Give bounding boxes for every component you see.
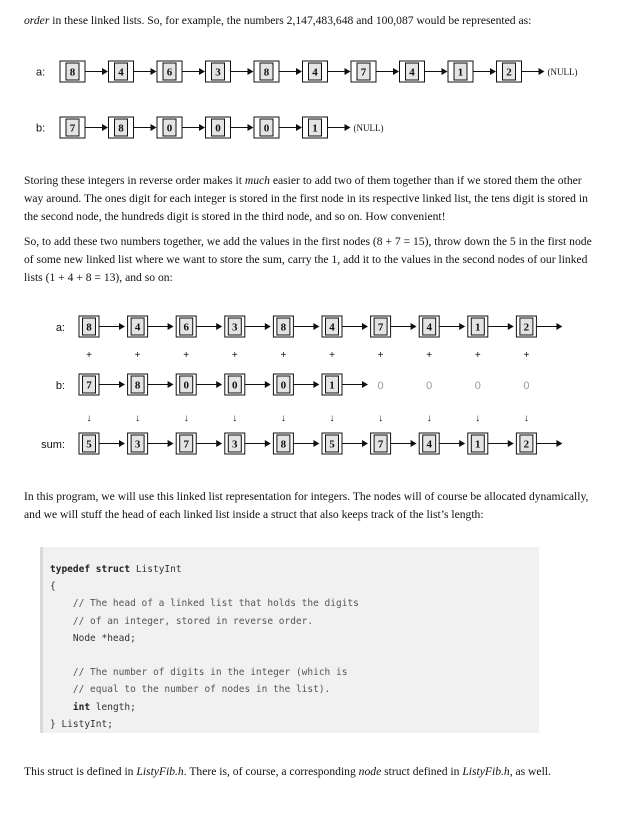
next-pointer-arrow-head bbox=[459, 323, 465, 330]
addition-paragraph: So, to add these two numbers together, we add the values in the first nodes (8 + 7 = 15), throw down the 5 in the first node of some new linked list where we want to store the sum, carry the 1, add it to the values in the second nodes of our linked lists (1 + 4 + 8 = 13), and so on: bbox=[24, 235, 592, 284]
file-name: ListyFib.h bbox=[136, 765, 184, 778]
node-digit: 0 bbox=[166, 122, 173, 135]
next-pointer-arrow-head bbox=[119, 440, 125, 447]
next-pointer-arrow-head bbox=[508, 440, 514, 447]
next-pointer-arrow-head bbox=[313, 440, 319, 447]
next-pointer-arrow-head bbox=[313, 381, 319, 388]
node-digit: 1 bbox=[457, 66, 464, 79]
node-digit: 1 bbox=[475, 438, 481, 451]
node-digit: 2 bbox=[506, 66, 512, 79]
down-arrow: ↓ bbox=[135, 413, 141, 424]
down-arrow: ↓ bbox=[475, 413, 481, 424]
node-digit: 2 bbox=[523, 438, 530, 451]
next-pointer-arrow-head bbox=[216, 381, 222, 388]
code-comment: // The head of a linked list that holds the digits bbox=[72, 598, 359, 610]
down-arrow: ↓ bbox=[86, 413, 92, 424]
node-digit: 5 bbox=[86, 438, 92, 451]
node-digit: 4 bbox=[426, 321, 432, 334]
next-pointer-arrow-head bbox=[459, 440, 465, 447]
node-digit: 8 bbox=[280, 438, 287, 451]
node-digit: 4 bbox=[312, 66, 318, 79]
node-digit: 4 bbox=[329, 321, 335, 334]
node-digit: 0 bbox=[232, 379, 238, 392]
next-pointer-arrow-head bbox=[411, 323, 417, 330]
node-digit: 4 bbox=[118, 66, 124, 79]
emphasis-much: much bbox=[244, 174, 270, 187]
plus-sign: + bbox=[474, 350, 481, 361]
code-keyword: int bbox=[72, 701, 91, 713]
list-label: a: bbox=[36, 66, 46, 79]
padding-zero: 0 bbox=[474, 380, 481, 392]
file-name: ListyFib.h bbox=[462, 765, 510, 778]
padding-zero: 0 bbox=[377, 380, 384, 392]
next-pointer-arrow-head bbox=[216, 323, 222, 330]
node-digit: 3 bbox=[134, 438, 141, 451]
next-pointer-arrow-head bbox=[168, 323, 174, 330]
down-arrow: ↓ bbox=[232, 413, 238, 424]
null-terminator: (NULL) bbox=[547, 67, 578, 77]
code-line: length; bbox=[90, 701, 136, 713]
node-digit: 8 bbox=[280, 321, 287, 334]
next-pointer-arrow-head bbox=[119, 323, 125, 330]
down-arrow: ↓ bbox=[523, 413, 529, 424]
plus-sign: + bbox=[377, 350, 384, 361]
plus-sign: + bbox=[329, 350, 335, 361]
node-digit: 1 bbox=[475, 321, 481, 334]
node-digit: 7 bbox=[377, 321, 384, 334]
node-digit: 8 bbox=[263, 66, 270, 79]
next-pointer-arrow-head bbox=[362, 440, 368, 447]
node-digit: 6 bbox=[183, 321, 189, 334]
code-keyword: struct bbox=[95, 564, 131, 575]
next-pointer-arrow-head bbox=[556, 323, 562, 330]
plus-sign: + bbox=[134, 350, 141, 361]
next-pointer-arrow-head bbox=[168, 440, 174, 447]
code-brace: { bbox=[50, 581, 56, 593]
padding-zero: 0 bbox=[426, 380, 433, 392]
plus-sign: + bbox=[86, 350, 92, 361]
reverse-order-paragraph: Storing these integers in reverse order makes it much easier to add two of them together than if we stored them the other way around. The ones digit for each integer is stored in the first node in its respective linked list, the tens digit is stored in the second node, the hundreds digit is stored in the third node, and so on. How convenient! bbox=[24, 174, 588, 223]
next-pointer-arrow-head bbox=[168, 381, 174, 388]
node-digit: 8 bbox=[86, 321, 92, 334]
next-pointer-arrow-head bbox=[265, 440, 271, 447]
node-digit: 8 bbox=[69, 66, 76, 79]
next-pointer-arrow-head bbox=[556, 440, 562, 447]
code-comment: // The number of digits in the integer (which is bbox=[72, 667, 348, 679]
next-pointer-arrow-head bbox=[411, 440, 417, 447]
node-digit: 0 bbox=[183, 379, 189, 392]
node-digit: 0 bbox=[280, 379, 287, 392]
node-digit: 3 bbox=[232, 321, 238, 334]
intro-text: in these linked lists. So, for example, the numbers 2,147,483,648 and 100,087 would be represented as: bbox=[49, 14, 532, 27]
down-arrow: ↓ bbox=[280, 413, 286, 424]
code-comment: // equal to the number of nodes in the list). bbox=[72, 684, 331, 696]
row-label: sum: bbox=[41, 439, 65, 451]
plus-sign: + bbox=[183, 350, 190, 361]
code-listing bbox=[50, 561, 359, 733]
padding-zero: 0 bbox=[523, 380, 530, 392]
node-digit: 4 bbox=[134, 321, 141, 334]
node-digit: 5 bbox=[329, 438, 335, 451]
node-digit: 4 bbox=[409, 66, 415, 79]
plus-sign: + bbox=[280, 350, 287, 361]
plus-sign: + bbox=[231, 350, 238, 361]
intro-emphasis: order bbox=[24, 14, 50, 27]
node-digit: 2 bbox=[523, 321, 530, 334]
node-digit: 0 bbox=[263, 122, 270, 135]
plus-sign: + bbox=[426, 350, 433, 361]
node-digit: 7 bbox=[69, 122, 76, 135]
code-close: } ListyInt; bbox=[50, 718, 113, 730]
next-pointer-arrow-head bbox=[362, 381, 368, 388]
node-digit: 4 bbox=[426, 438, 432, 451]
code-comment: // of an integer, stored in reverse order. bbox=[72, 615, 314, 627]
down-arrow: ↓ bbox=[183, 413, 189, 424]
next-pointer-arrow-head bbox=[265, 381, 271, 388]
node-digit: 8 bbox=[118, 122, 124, 135]
node-digit: 6 bbox=[166, 66, 173, 79]
next-pointer-arrow-head bbox=[265, 323, 271, 330]
node-digit: 7 bbox=[183, 438, 189, 451]
node-digit: 3 bbox=[232, 438, 238, 451]
node-digit: 0 bbox=[215, 122, 221, 135]
struct-intro-paragraph: In this program, we will use this linked list representation for integers. The nodes will of course be allocated dynamically, and we will stuff the head of each linked list inside a struct that also keeps track of the list’s length: bbox=[24, 490, 589, 521]
row-label: a: bbox=[55, 322, 65, 334]
code-struct-name: ListyInt bbox=[130, 564, 182, 575]
null-terminator: (NULL) bbox=[353, 123, 384, 133]
emphasis-node: node bbox=[358, 765, 382, 778]
node-digit: 1 bbox=[312, 122, 318, 135]
next-pointer-arrow-head bbox=[362, 323, 368, 330]
row-label: b: bbox=[55, 380, 65, 392]
next-pointer-arrow-head bbox=[313, 323, 319, 330]
down-arrow: ↓ bbox=[426, 413, 432, 424]
node-digit: 7 bbox=[86, 379, 92, 392]
code-keyword: typedef bbox=[50, 564, 91, 575]
list-label: b: bbox=[36, 122, 46, 135]
down-arrow: ↓ bbox=[378, 413, 384, 424]
node-digit: 7 bbox=[377, 438, 384, 451]
node-digit: 7 bbox=[360, 66, 367, 79]
node-digit: 1 bbox=[329, 379, 335, 392]
code-line: Node *head; bbox=[72, 632, 136, 644]
plus-sign: + bbox=[523, 350, 530, 361]
next-pointer-arrow-head bbox=[119, 381, 125, 388]
node-digit: 3 bbox=[215, 66, 221, 79]
next-pointer-arrow-head bbox=[508, 323, 514, 330]
closing-paragraph: This struct is defined in ListyFib.h. There is, of course, a corresponding node struct defined in ListyFib.h, as well. bbox=[24, 765, 551, 778]
down-arrow: ↓ bbox=[329, 413, 335, 424]
next-pointer-arrow-head bbox=[216, 440, 222, 447]
node-digit: 8 bbox=[134, 379, 141, 392]
